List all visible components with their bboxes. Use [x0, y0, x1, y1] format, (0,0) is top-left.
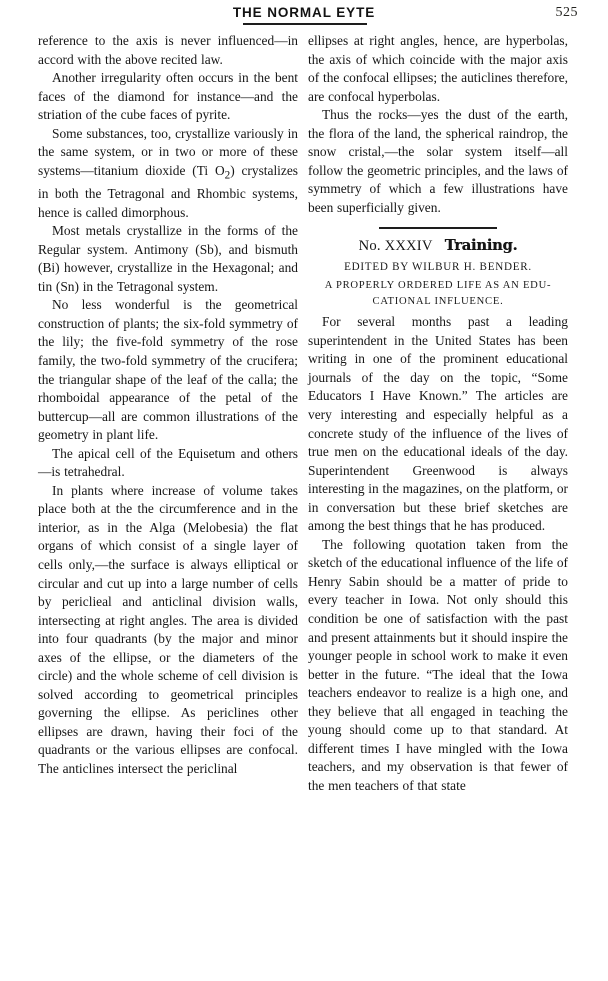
- section-byline: EDITED BY WILBUR H. BENDER.: [344, 261, 532, 274]
- column-right: [308, 32, 568, 795]
- paragraph: reference to the axis is never influenced—in accord with the above recited law.: [38, 33, 298, 67]
- section-subtitle-line: CATIONAL INFLUENCE.: [372, 295, 504, 307]
- paragraph: For several months past a leading superintendent in the United States has been writing in one of the prominent educational journals of the day on the topic, “Some Educators I Have Known.” The articles are very interesting and especially helpful as a concrete study of the influence of the lives of true men on the educational ideals of the day. Superintendent Greenwood is always interesting in the magazines, on the platform, or in conversation but these brief sketches are among the best things that he has produced.: [308, 314, 568, 534]
- section-heading-block: [308, 227, 568, 309]
- running-head-title: THE NORMAL EYTE: [232, 5, 376, 20]
- section-name: Training.: [444, 237, 518, 255]
- paragraph: Thus the rocks—yes the dust of the earth, the flora of the land, the spherical raindrop, the snow cristal,—the solar system itself—all follow the geometric principles, and the laws of symmetry of which a few illustrations have been superficially given.: [308, 107, 568, 215]
- section-title: [308, 237, 568, 255]
- section-divider-rule: [379, 227, 497, 229]
- paragraph: Another irregularity often occurs in the bent faces of the diamond for instance—and the striation of the cube faces of pyrite.: [38, 70, 298, 123]
- paragraph: Most metals crystallize in the forms of the Regular system. Antimony (Sb), and bismuth (Bi) however, crystallize in the Hexagonal; and tin (Sn) in the Tetragonal system.: [38, 223, 298, 294]
- paragraph: In plants where increase of volume takes place both at the the circumference and in the interior, as in the Alga (Melobesia) the flat organs of which consist of a single layer of cells only,—the surface is always elliptical or circular and cut up into a large number of cells by periclieal and anticlinal division walls, intersecting at right angles. The area is divided into four quadrants (by the major and minor axes of the ellipse, or the diameters of the circle) and the whole scheme of cell division is solved according to geometrical principles governing the ellipse. As periclines other ellipses are drawn, having their foci of the quadrants or the various ellipses are confocal. The anticlines intersect the periclinal: [38, 482, 298, 776]
- section-subtitle: [308, 278, 568, 309]
- paragraph: Some substances, too, crystallize variously in the same system, or in two or more of these systems—titanium dioxide (Ti $O_2$) crystalizes in both the Tetragonal and Rhombic systems, hence is called dimorphous.: [38, 125, 298, 220]
- running-head: [0, 4, 608, 22]
- paragraph: No less wonderful is the geometrical construction of plants; the six-fold symmetry of the lily; the five-fold symmetry of the rose family, the two-fold symmetry of the crucifera; the triangular shape of the leaf of the calla; the rhomboidal appearance of the petal of the buttercup—all are common illustrations of the geometry in plant life.: [38, 297, 298, 443]
- section-subtitle-line: A PROPERLY ORDERED LIFE AS AN EDU-: [324, 280, 552, 292]
- paragraph: The apical cell of the Equisetum and others—is tetrahedral.: [38, 445, 298, 480]
- paragraph: ellipses at right angles, hence, are hyperbolas, the axis of which coincide with the major axis of the confocal ellipses; the auticlines therefore, are confocal hyperbolas.: [308, 33, 568, 104]
- page-number: 525: [555, 5, 578, 20]
- column-left: [38, 32, 298, 779]
- section-number: No. XXXIV: [358, 238, 433, 255]
- paragraph: The following quotation taken from the sketch of the educational influence of the life of Henry Sabin should be a matter of pride to every teacher in Iowa. Not only should this condition be one of satisfaction with the past and present attainments but it should inspire the younger people in school work to make it even better in the future. “The ideal that the Iowa teachers endeavor to realize is a high one, and they believe that all engaged in teaching the young should come up to that standard. At different times I have mingled with the Iowa teachers, and my observation is that fewer of the men teachers of that state: [308, 536, 568, 793]
- running-head-rule: [243, 23, 367, 25]
- body-columns: [0, 32, 608, 912]
